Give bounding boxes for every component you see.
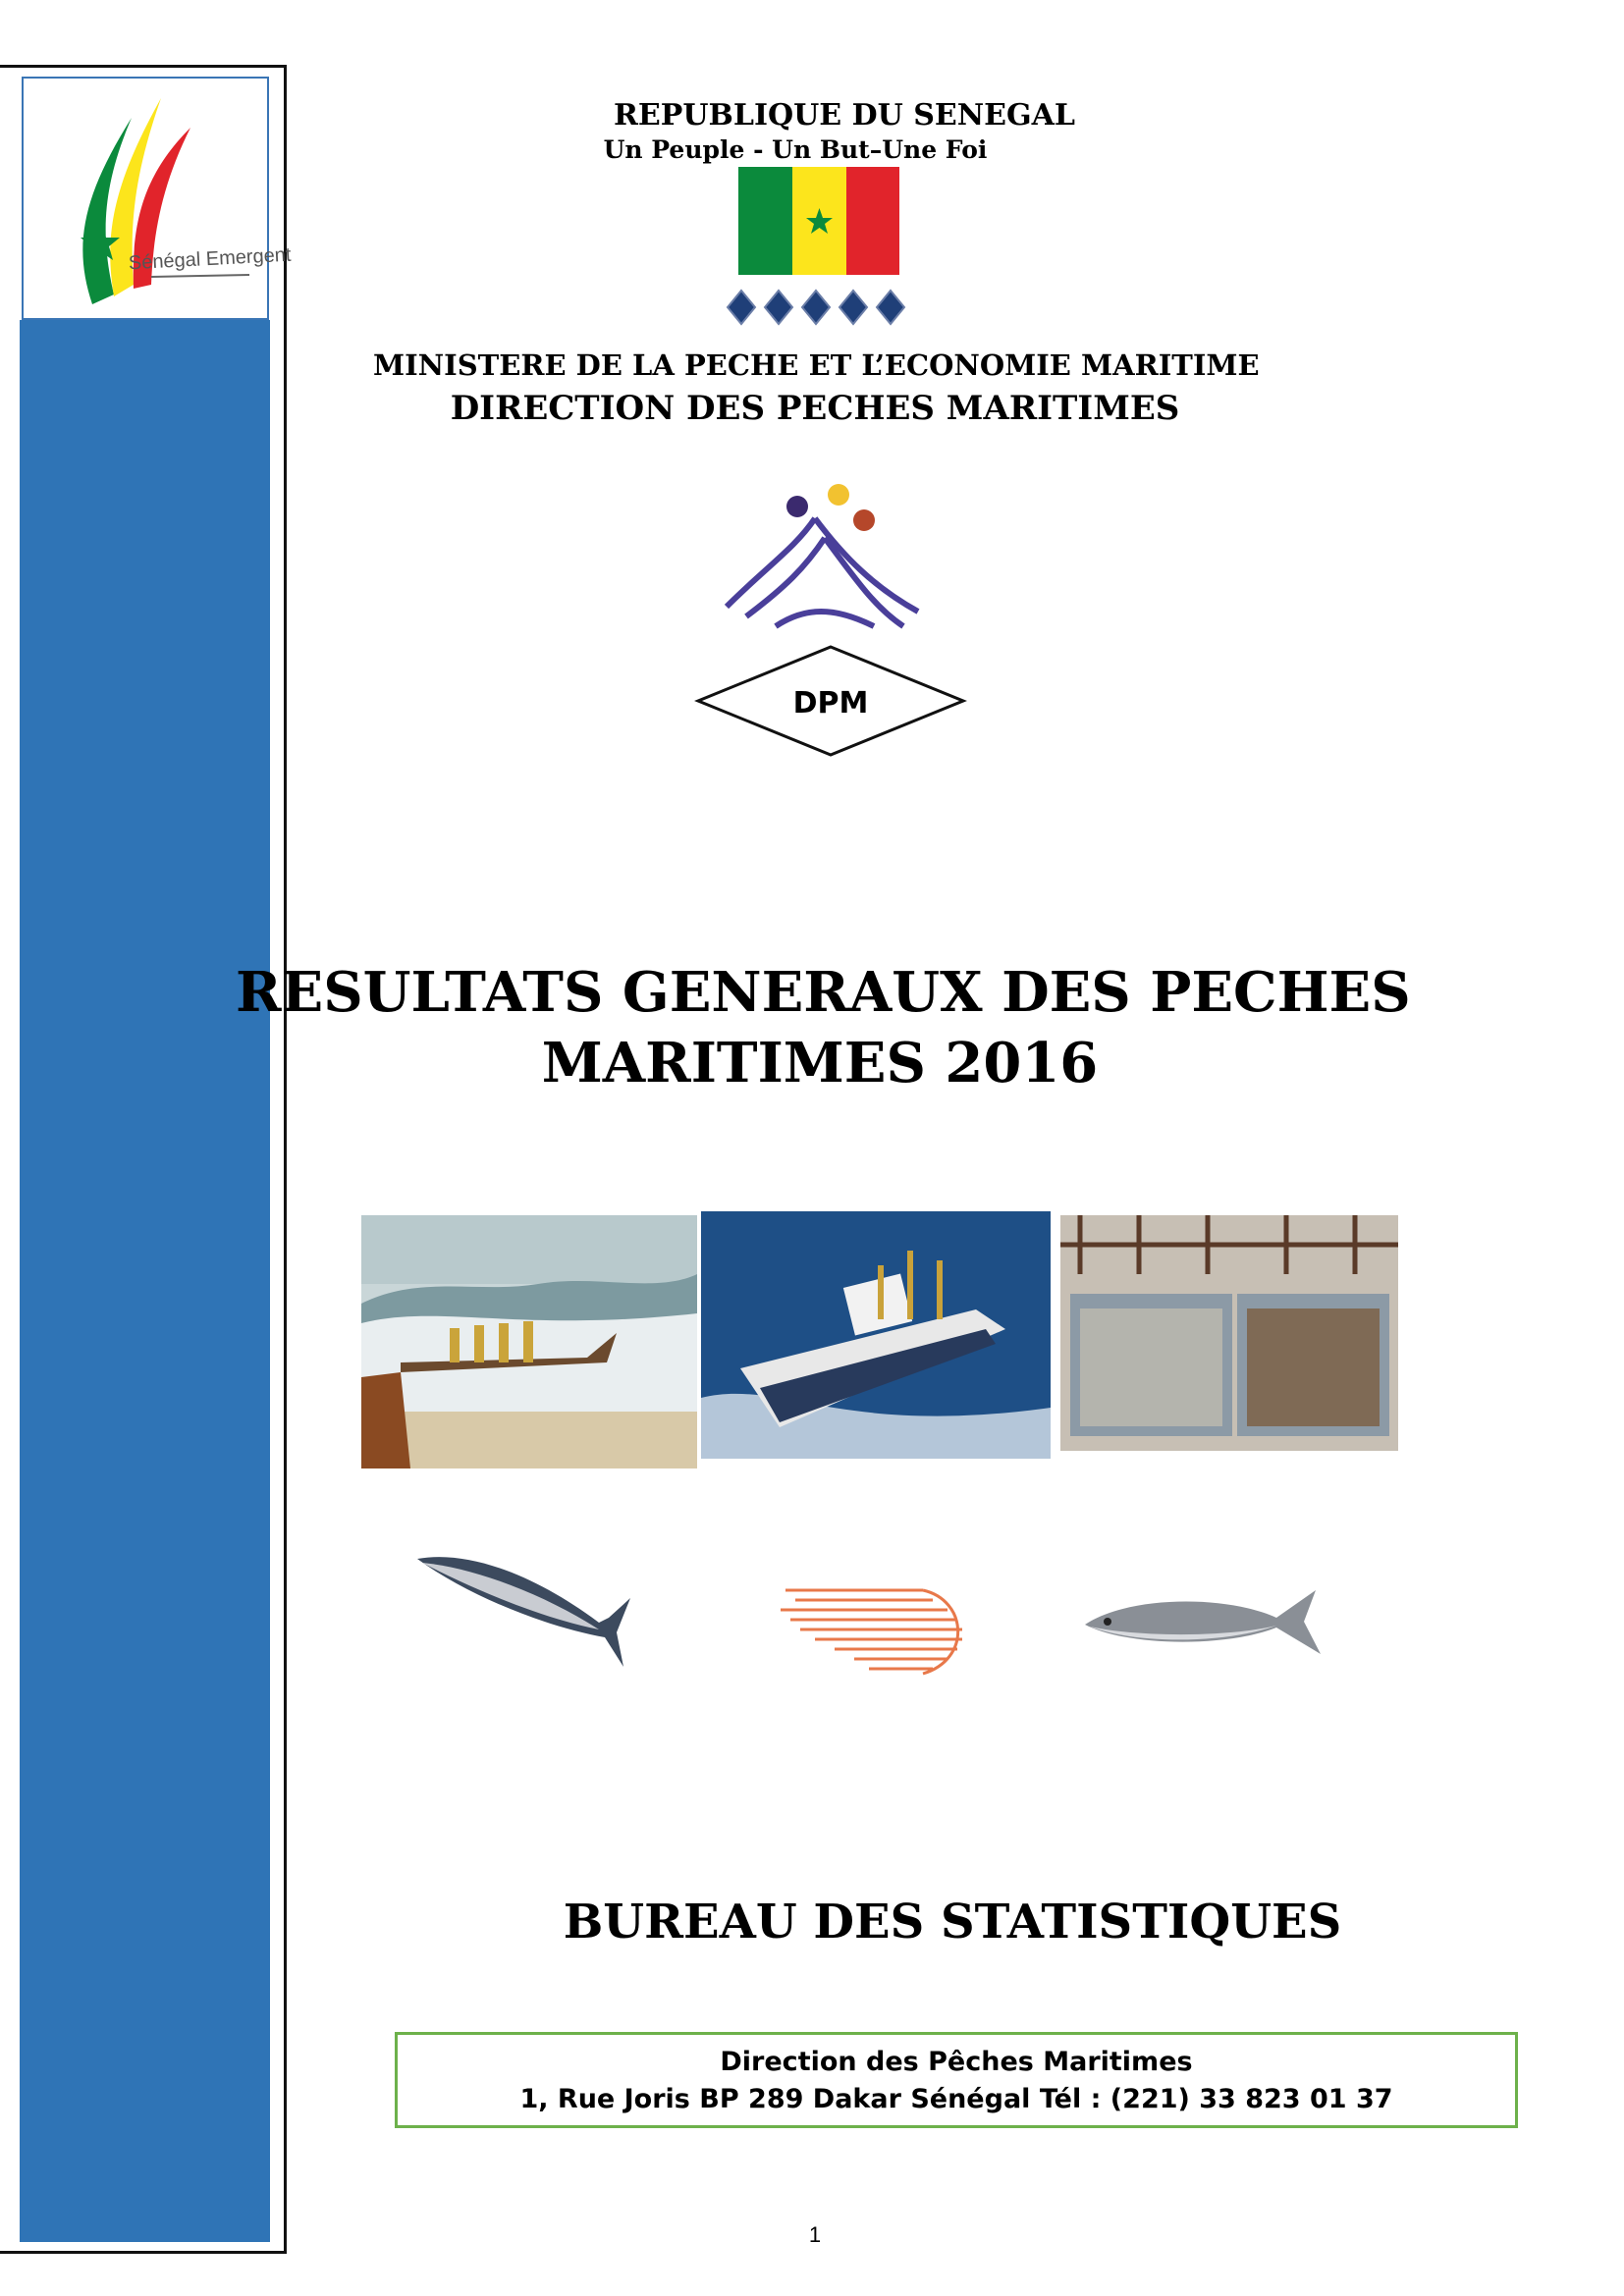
- ministry-heading: MINISTERE DE LA PECHE ET L’ECONOMIE MARITIME: [373, 348, 1260, 382]
- dpm-diamond-badge: [695, 644, 966, 758]
- address-line-2: 1, Rue Joris BP 289 Dakar Sénégal Tél : (221) 33 823 01 37: [519, 2084, 1393, 2114]
- trawler-ship-photo: [701, 1211, 1051, 1459]
- document-title: [236, 957, 1411, 1098]
- sideband-blue-strip: [20, 320, 270, 2242]
- direction-heading: DIRECTION DES PECHES MARITIMES: [450, 389, 1180, 428]
- senegal-flag: [738, 167, 899, 275]
- tuna-fish-illustration: [412, 1539, 638, 1677]
- page-number: 1: [808, 2222, 822, 2247]
- republic-heading: REPUBLIQUE DU SENEGAL: [613, 98, 1076, 133]
- flag-star-icon: [792, 167, 846, 275]
- bureau-heading: BUREAU DES STATISTIQUES: [563, 1895, 1342, 1949]
- dpm-label: DPM: [792, 686, 869, 721]
- title-line-2: MARITIMES 2016: [541, 1031, 1099, 1095]
- dpm-emblem-icon: [707, 479, 943, 646]
- senegal-emergent-logo-icon: [24, 79, 292, 318]
- national-motto: Un Peuple - Un But–Une Foi: [603, 135, 988, 164]
- senegal-emergent-logo: [22, 77, 292, 320]
- shrimp-illustration: [776, 1571, 992, 1688]
- dried-fish-trays-photo: [1060, 1215, 1398, 1451]
- address-box: [395, 2032, 1518, 2128]
- title-line-1: RESULTATS GENERAUX DES PECHES: [236, 960, 1411, 1025]
- pirogue-beach-photo: [361, 1215, 697, 1468]
- decorative-ornament-icon: [723, 287, 909, 328]
- address-line-1: Direction des Pêches Maritimes: [720, 2047, 1193, 2077]
- logo-text: Sénégal Emergent: [128, 243, 292, 275]
- sardine-fish-illustration: [1080, 1580, 1326, 1659]
